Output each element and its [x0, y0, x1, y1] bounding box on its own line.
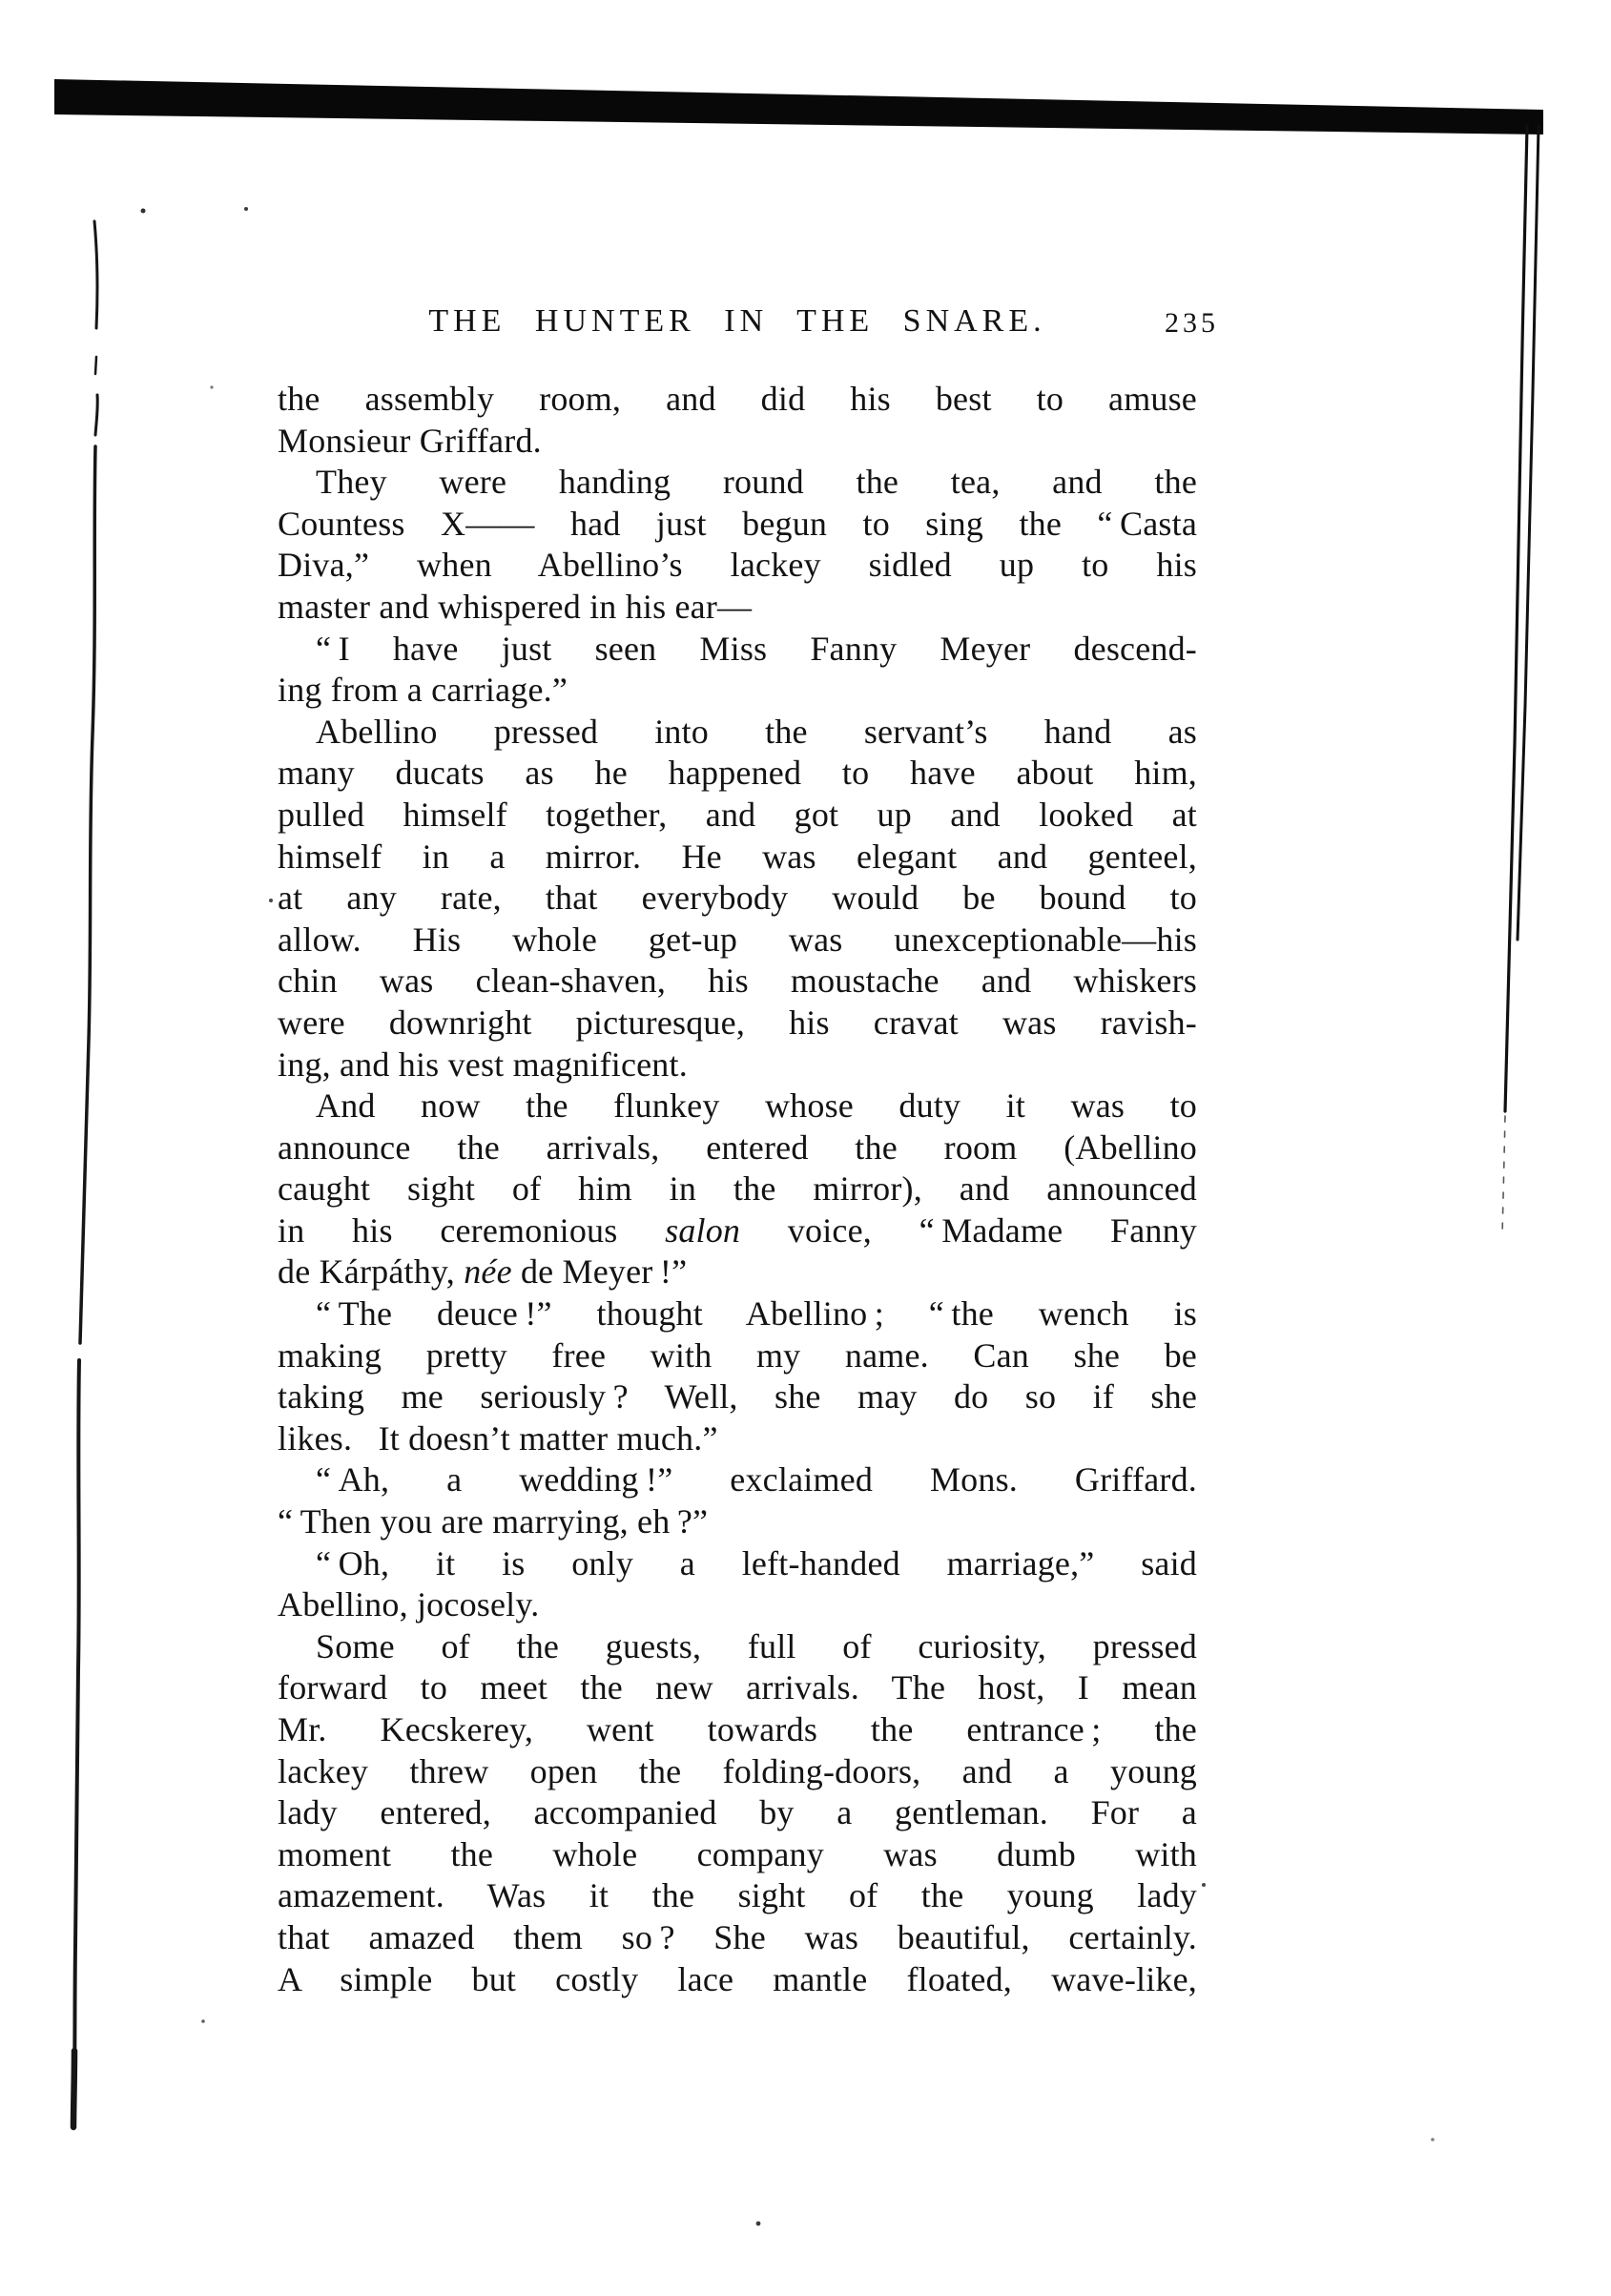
text-line: taking me seriously ? Well, she may do so if she: [278, 1377, 1197, 1417]
text-segment: in his ceremonious: [278, 1210, 666, 1250]
text-line: that amazed them so ? She was beautiful, certainly.: [278, 1917, 1197, 1956]
text-line: A simple but costly lace mantle floated, wave-like,: [278, 1959, 1197, 1998]
text-line: the assembly room, and did his best to amuse: [278, 380, 1197, 418]
text-line: ing, and his vest magnificent.: [278, 1045, 688, 1084]
italic-text: née: [464, 1252, 512, 1292]
text-line: master and whispered in his ear—: [278, 587, 753, 626]
text-line: Abellino pressed into the servant’s hand as: [316, 712, 1197, 751]
text-line: allow. His whole get-up was unexceptionable—his: [278, 920, 1197, 959]
text-line: Abellino, jocosely.: [278, 1585, 540, 1624]
text-line: himself in a mirror. He was elegant and genteel,: [278, 837, 1197, 876]
text-line: at any rate, that everybody would be bound to: [278, 879, 1197, 918]
text-line: [278, 1210, 1197, 1252]
text-line: many ducats as he happened to have about him,: [278, 754, 1197, 793]
text-line: “ Then you are marrying, eh ?”: [278, 1502, 709, 1541]
text-line: moment the whole company was dumb with: [278, 1834, 1197, 1873]
right-page-edge-lines: [1502, 126, 1539, 1235]
text-line: were downright picturesque, his cravat was ravish-: [278, 1003, 1197, 1042]
text-line: “ Ah, a wedding !” exclaimed Mons. Griffard.: [316, 1460, 1197, 1500]
text-line: Mr. Kecskerey, went towards the entrance ; the: [278, 1710, 1197, 1748]
text-line: Monsieur Griffard.: [278, 421, 542, 460]
text-line: And now the flunkey whose duty it was to: [316, 1086, 1197, 1126]
text-segment: de Meyer !”: [511, 1252, 688, 1292]
text-line: “ The deuce !” thought Abellino ; “ the wench is: [316, 1294, 1197, 1334]
left-gutter-line: [73, 221, 97, 2127]
running-head-title: THE HUNTER IN THE SNARE.: [428, 303, 1046, 339]
page-number: 235: [1165, 307, 1219, 339]
text-line: likes. It doesn’t matter much.”: [278, 1418, 718, 1458]
text-segment: voice, “ Madame Fanny: [740, 1210, 1197, 1250]
text-block: [278, 379, 1197, 2000]
text-line: making pretty free with my name. Can she be: [278, 1335, 1197, 1375]
text-line: caught sight of him in the mirror), and announced: [278, 1169, 1197, 1209]
text-line: [278, 1251, 1197, 1293]
text-line: “ I have just seen Miss Fanny Meyer descend-: [316, 629, 1197, 668]
text-segment: de Kárpáthy,: [278, 1252, 465, 1292]
text-line: chin was clean-shaven, his moustache and whiskers: [278, 962, 1197, 1001]
text-line: lady entered, accompanied by a gentleman. For a: [278, 1793, 1197, 1832]
text-line: ing from a carriage.”: [278, 671, 568, 710]
text-line: announce the arrivals, entered the room (Abellino: [278, 1127, 1197, 1167]
text-line: amazement. Was it the sight of the young lady: [278, 1876, 1197, 1915]
text-line: Countess X—— had just begun to sing the “ Casta: [278, 504, 1197, 543]
text-line: Some of the guests, full of curiosity, pressed: [316, 1626, 1197, 1665]
italic-text: salon: [665, 1210, 741, 1250]
text-line: “ Oh, it is only a left-handed marriage,” said: [316, 1543, 1197, 1582]
text-line: pulled himself together, and got up and looked at: [278, 795, 1197, 834]
scan-top-bar-artifact: [54, 79, 1543, 134]
text-line: forward to meet the new arrivals. The host, I mean: [278, 1668, 1197, 1707]
text-line: Diva,” when Abellino’s lackey sidled up to his: [278, 546, 1197, 585]
text-line: They were handing round the tea, and the: [316, 463, 1197, 502]
text-line: lackey threw open the folding-doors, and a young: [278, 1751, 1197, 1790]
